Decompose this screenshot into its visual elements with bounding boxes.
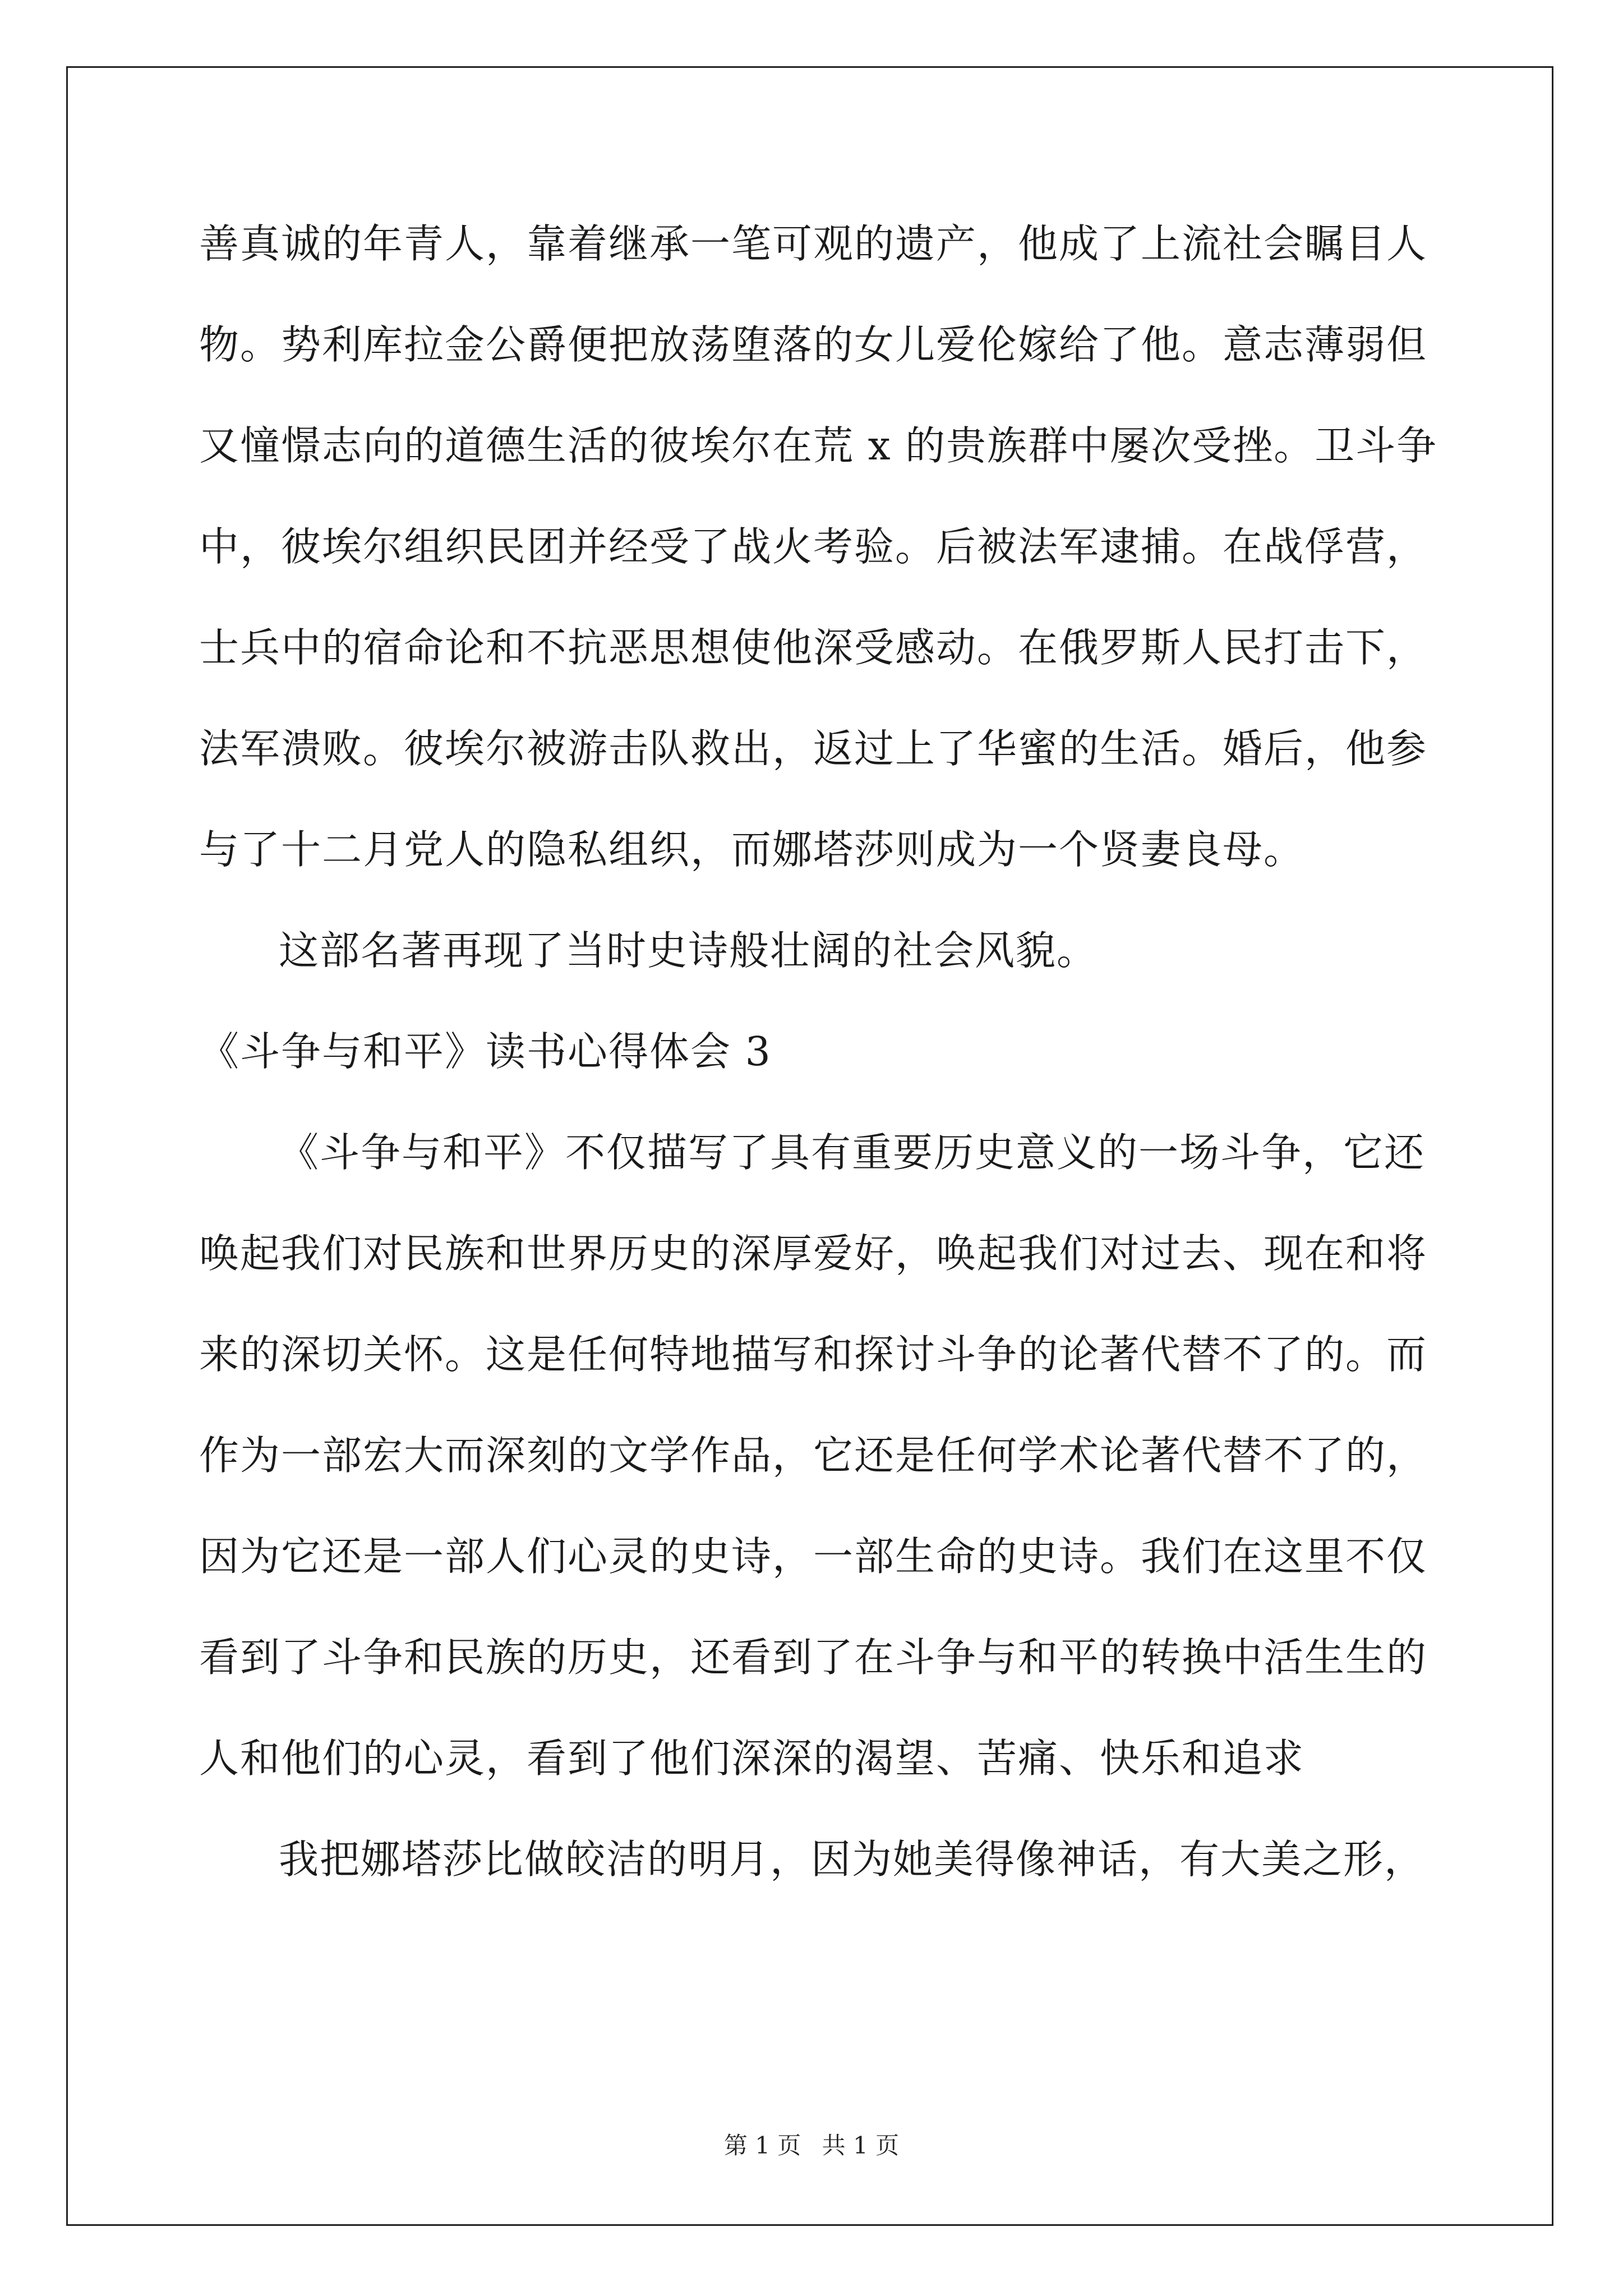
text-line: 士兵中的宿命论和不抗恶思想使他深受感动。在俄罗斯人民打击下，: [199, 624, 1428, 671]
text-line: 与了十二月党人的隐私组织，而娜塔莎则成为一个贤妻良母。: [199, 826, 1305, 873]
text-line: 人和他们的心灵，看到了他们深深的渴望、苦痛、快乐和追求: [199, 1735, 1305, 1782]
page-footer: [0, 2127, 1623, 2161]
section-heading: 《斗争与和平》读书心得体会 3: [199, 1028, 772, 1075]
text-line: 《斗争与和平》不仅描写了具有重要历史意义的一场斗争，它还: [279, 1129, 1426, 1176]
text-line: 因为它还是一部人们心灵的史诗，一部生命的史诗。我们在这里不仅: [199, 1533, 1428, 1580]
text-line: 物。势利库拉金公爵便把放荡堕落的女儿爱伦嫁给了他。意志薄弱但: [199, 321, 1428, 368]
text-line: 看到了斗争和民族的历史，还看到了在斗争与和平的转换中活生生的: [199, 1634, 1428, 1681]
text-line: 中，彼埃尔组织民团并经受了战火考验。后被法军逮捕。在战俘营，: [199, 523, 1428, 570]
text-line: 作为一部宏大而深刻的文学作品，它还是任何学术论著代替不了的，: [199, 1432, 1428, 1479]
page-number: 第 1 页: [723, 2132, 801, 2159]
text-line: 我把娜塔莎比做皎洁的明月，因为她美得像神话，有大美之形，: [279, 1836, 1426, 1883]
text-line: 法军溃败。彼埃尔被游击队救出，返过上了华蜜的生活。婚后，他参: [199, 725, 1428, 772]
text-line: 唤起我们对民族和世界历史的深厚爱好，唤起我们对过去、现在和将: [199, 1230, 1428, 1277]
text-line: 善真诚的年青人，靠着继承一笔可观的遗产，他成了上流社会瞩目人: [199, 220, 1428, 267]
text-line: 这部名著再现了当时史诗般壮阔的社会风貌。: [279, 927, 1098, 974]
text-line: 来的深切关怀。这是任何特地描写和探讨斗争的论著代替不了的。而: [199, 1331, 1428, 1378]
text-line: 又憧憬志向的道德生活的彼埃尔在荒 x 的贵族群中屡次受挫。卫斗争: [199, 422, 1438, 469]
page-total: 共 1 页: [822, 2132, 900, 2159]
